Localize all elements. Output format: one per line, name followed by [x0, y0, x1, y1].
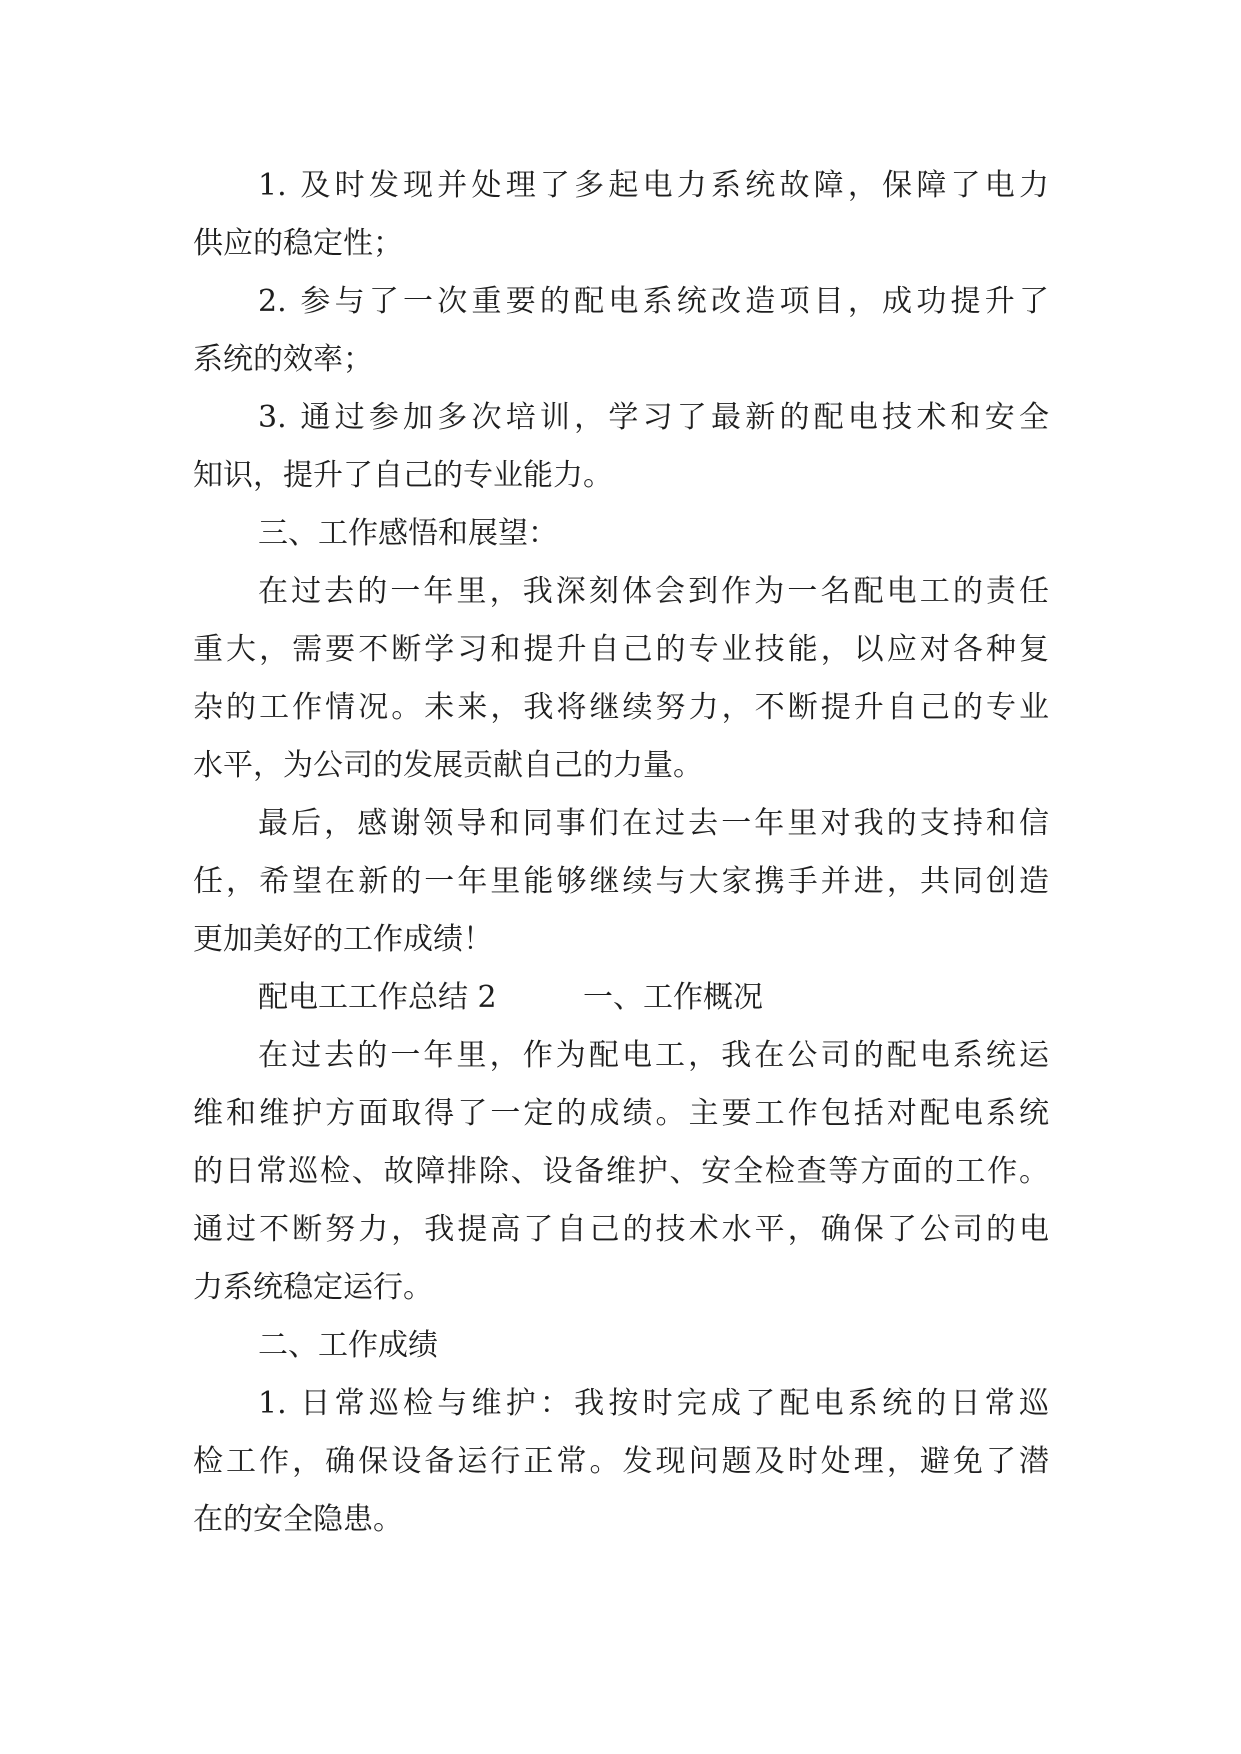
text-line: 通过不断努力，我提高了自己的技术水平，确保了公司的电 [193, 1212, 1049, 1247]
text-line: 水平，为公司的发展贡献自己的力量。 [193, 748, 703, 783]
section-title: 配电工工作总结 2 [258, 980, 497, 1015]
text-line: 维和维护方面取得了一定的成绩。主要工作包括对配电系统 [193, 1096, 1049, 1131]
text-line: 在的安全隐患。 [193, 1502, 403, 1537]
section-subheading: 一、工作概况 [583, 980, 763, 1015]
text-line: 1. 及时发现并处理了多起电力系统故障，保障了电力 [258, 168, 1049, 203]
text-line: 在过去的一年里，我深刻体会到作为一名配电工的责任 [258, 574, 1049, 609]
text-line: 3. 通过参加多次培训，学习了最新的配电技术和安全 [258, 400, 1049, 435]
text-line: 供应的稳定性； [193, 226, 403, 261]
text-line: 1. 日常巡检与维护：我按时完成了配电系统的日常巡 [258, 1386, 1049, 1421]
text-line: 最后，感谢领导和同事们在过去一年里对我的支持和信 [258, 806, 1049, 841]
text-line: 重大，需要不断学习和提升自己的专业技能，以应对各种复 [193, 632, 1049, 667]
section-heading: 二、工作成绩 [258, 1328, 438, 1363]
section-title-row [258, 976, 1049, 1020]
text-line: 杂的工作情况。未来，我将继续努力，不断提升自己的专业 [193, 690, 1049, 725]
text-line: 力系统稳定运行。 [193, 1270, 433, 1305]
text-line: 检工作，确保设备运行正常。发现问题及时处理，避免了潜 [193, 1444, 1049, 1479]
section-heading: 三、工作感悟和展望： [258, 516, 558, 551]
text-line: 的日常巡检、故障排除、设备维护、安全检查等方面的工作。 [193, 1154, 1049, 1189]
text-line: 系统的效率； [193, 342, 373, 377]
text-line: 在过去的一年里，作为配电工，我在公司的配电系统运 [258, 1038, 1049, 1073]
text-line: 知识，提升了自己的专业能力。 [193, 458, 613, 493]
text-line: 2. 参与了一次重要的配电系统改造项目，成功提升了 [258, 284, 1049, 319]
text-line: 更加美好的工作成绩！ [193, 922, 493, 957]
text-line: 任，希望在新的一年里能够继续与大家携手并进，共同创造 [193, 864, 1049, 899]
